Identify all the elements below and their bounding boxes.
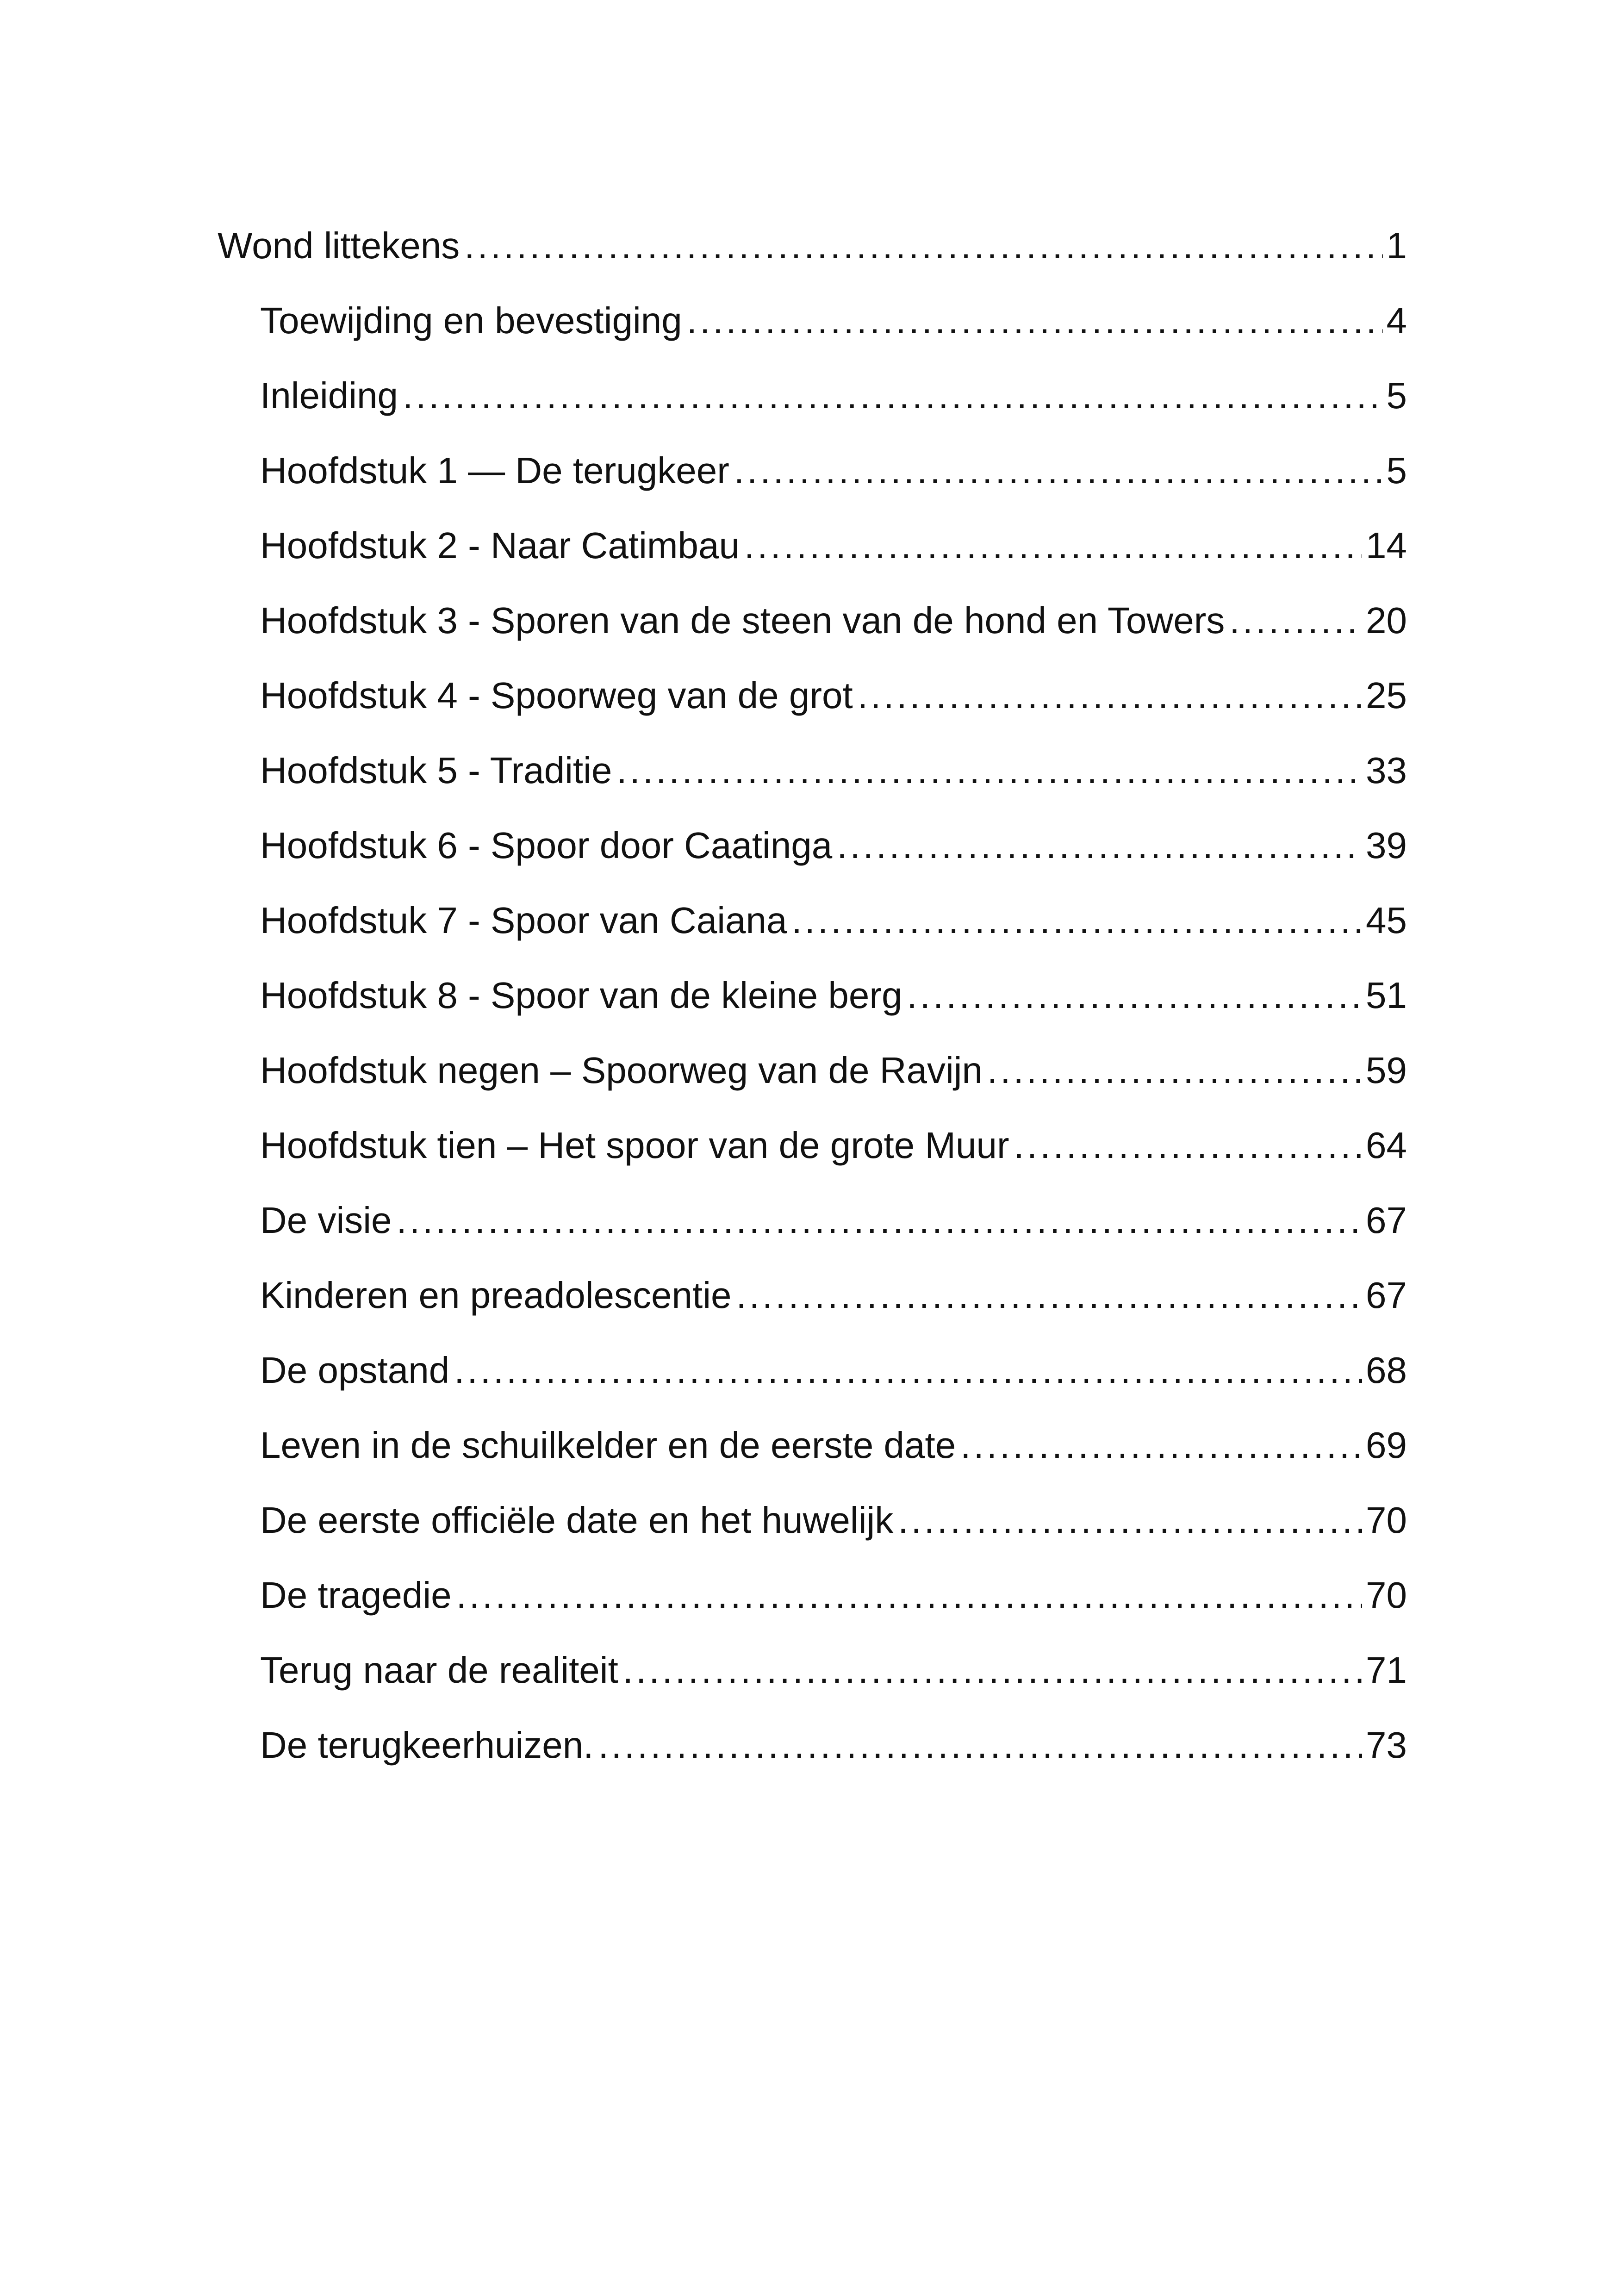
toc-entry-title: Hoofdstuk 3 - Sporen van de steen van de hond en Towers — [260, 600, 1225, 641]
toc-entry-title: De eerste officiële date en het huwelijk — [260, 1500, 894, 1541]
toc-entry-title: Leven in de schuilkelder en de eerste date — [260, 1425, 956, 1466]
toc-entry[interactable] — [218, 1183, 1407, 1258]
toc-dot-leader — [744, 508, 1362, 583]
toc-dot-leader — [623, 1633, 1362, 1708]
toc-entry[interactable] — [218, 733, 1407, 808]
toc-page-number: 67 — [1366, 1200, 1407, 1241]
toc-entry-title: De tragedie — [260, 1574, 452, 1616]
toc-entry[interactable] — [218, 358, 1407, 433]
table-of-contents — [218, 208, 1407, 1783]
toc-dot-leader — [598, 1708, 1362, 1783]
toc-dot-leader — [454, 1333, 1362, 1408]
toc-dot-leader — [464, 208, 1382, 283]
toc-page-number: 71 — [1366, 1649, 1407, 1691]
toc-page-number: 5 — [1386, 450, 1407, 491]
toc-entry[interactable] — [218, 433, 1407, 508]
toc-entry[interactable] — [218, 1633, 1407, 1708]
toc-page-number: 70 — [1366, 1574, 1407, 1616]
toc-dot-leader — [960, 1408, 1362, 1483]
toc-entry[interactable] — [218, 1708, 1407, 1783]
toc-dot-leader — [907, 958, 1363, 1033]
toc-page-number: 51 — [1366, 975, 1407, 1016]
toc-page-number: 33 — [1366, 750, 1407, 791]
toc-entry[interactable] — [218, 658, 1407, 733]
toc-entry-title: Inleiding — [260, 375, 398, 416]
toc-dot-leader — [736, 1258, 1363, 1333]
toc-page-number: 64 — [1366, 1125, 1407, 1166]
toc-entry[interactable] — [218, 1483, 1407, 1558]
toc-dot-leader — [734, 433, 1383, 508]
toc-page-number: 25 — [1366, 675, 1407, 716]
toc-entry[interactable] — [218, 208, 1407, 283]
toc-entry[interactable] — [218, 1558, 1407, 1633]
toc-dot-leader — [1014, 1108, 1362, 1183]
toc-dot-leader — [791, 883, 1362, 958]
toc-page-number: 69 — [1366, 1425, 1407, 1466]
toc-entry-title: De terugkeerhuizen. — [260, 1724, 594, 1766]
toc-entry[interactable] — [218, 508, 1407, 583]
toc-page-number: 45 — [1366, 900, 1407, 941]
toc-entry-title: Hoofdstuk tien – Het spoor van de grote Muur — [260, 1125, 1009, 1166]
toc-page-number: 68 — [1366, 1350, 1407, 1391]
toc-page-number: 59 — [1366, 1050, 1407, 1091]
toc-entry[interactable] — [218, 1033, 1407, 1108]
toc-dot-leader — [898, 1483, 1362, 1558]
toc-entry-title: De opstand — [260, 1350, 450, 1391]
toc-dot-leader — [837, 808, 1362, 883]
toc-dot-leader — [456, 1558, 1362, 1633]
toc-entry[interactable] — [218, 1408, 1407, 1483]
toc-entry-title: Wond littekens — [218, 225, 460, 266]
toc-page-number: 14 — [1366, 525, 1407, 566]
toc-entry[interactable] — [218, 883, 1407, 958]
toc-entry[interactable] — [218, 808, 1407, 883]
toc-entry-title: Hoofdstuk 7 - Spoor van Caiana — [260, 900, 787, 941]
toc-page-number: 67 — [1366, 1275, 1407, 1316]
toc-page-number: 1 — [1386, 225, 1407, 266]
toc-dot-leader — [858, 658, 1362, 733]
toc-entry-title: Hoofdstuk 2 - Naar Catimbau — [260, 525, 740, 566]
toc-entry-title: Hoofdstuk 6 - Spoor door Caatinga — [260, 825, 833, 866]
toc-dot-leader — [1229, 583, 1362, 658]
toc-dot-leader — [397, 1183, 1362, 1258]
toc-dot-leader — [403, 358, 1382, 433]
toc-page-number: 5 — [1386, 375, 1407, 416]
toc-entry-title: Hoofdstuk 8 - Spoor van de kleine berg — [260, 975, 902, 1016]
toc-entry-title: Hoofdstuk 5 - Traditie — [260, 750, 612, 791]
toc-page-number: 20 — [1366, 600, 1407, 641]
toc-entry-title: Toewijding en bevestiging — [260, 300, 682, 341]
toc-dot-leader — [616, 733, 1362, 808]
toc-entry[interactable] — [218, 1333, 1407, 1408]
toc-entry-title: Hoofdstuk 1 — De terugkeer — [260, 450, 729, 491]
toc-entry[interactable] — [218, 958, 1407, 1033]
toc-entry-title: De visie — [260, 1200, 392, 1241]
toc-entry[interactable] — [218, 583, 1407, 658]
toc-entry[interactable] — [218, 1108, 1407, 1183]
toc-entry-title: Hoofdstuk negen – Spoorweg van de Ravijn — [260, 1050, 983, 1091]
toc-entry[interactable] — [218, 283, 1407, 358]
toc-dot-leader — [987, 1033, 1362, 1108]
toc-entry-title: Kinderen en preadolescentie — [260, 1275, 732, 1316]
toc-page-number: 4 — [1386, 300, 1407, 341]
toc-entry-title: Hoofdstuk 4 - Spoorweg van de grot — [260, 675, 853, 716]
toc-entry[interactable] — [218, 1258, 1407, 1333]
toc-page-number: 39 — [1366, 825, 1407, 866]
toc-entry-title: Terug naar de realiteit — [260, 1649, 618, 1691]
toc-dot-leader — [687, 283, 1383, 358]
toc-page-number: 73 — [1366, 1724, 1407, 1766]
toc-page-number: 70 — [1366, 1500, 1407, 1541]
